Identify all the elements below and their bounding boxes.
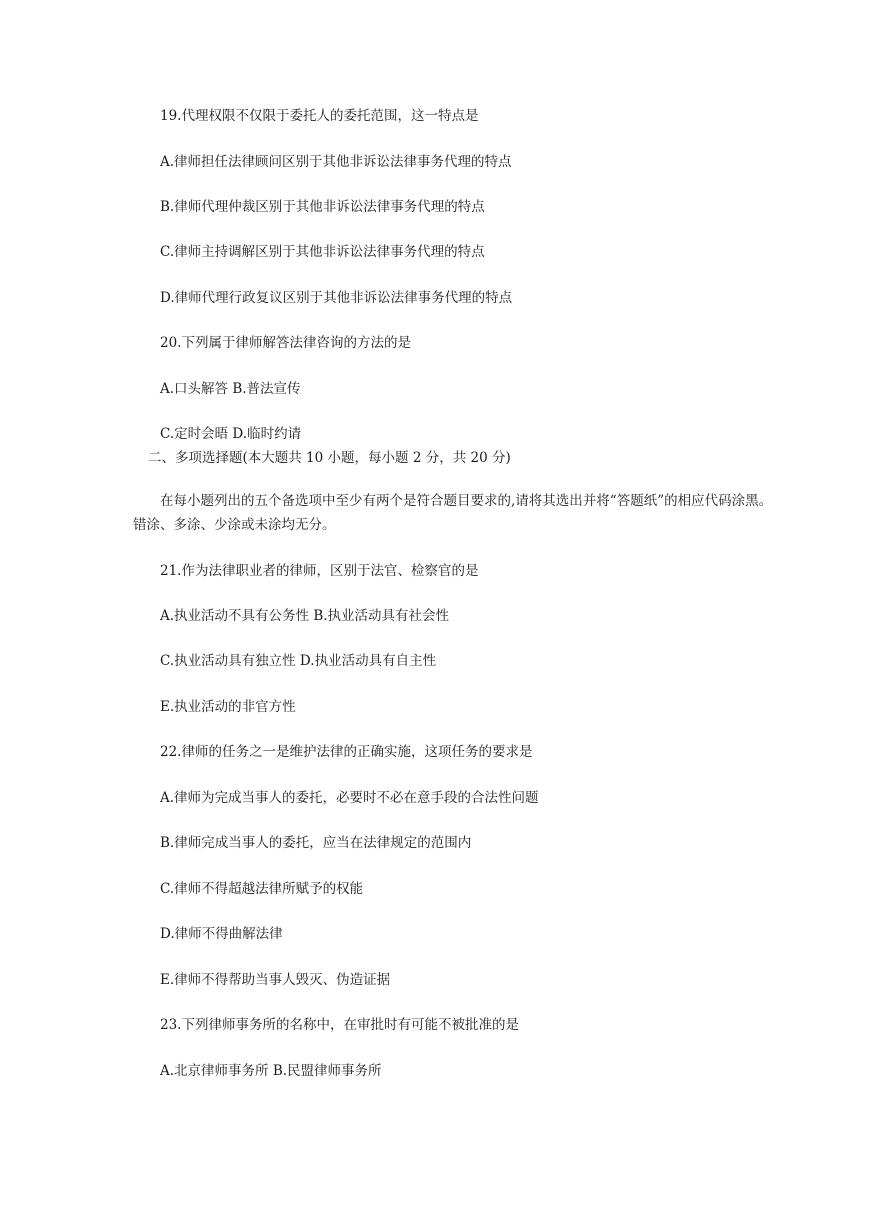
question-20: 20.下列属于律师解答法律咨询的方法的是 bbox=[160, 335, 411, 351]
question-21-options-ab: A.执业活动不具有公务性 B.执业活动具有社会性 bbox=[160, 608, 450, 624]
section-instructions: 在每小题列出的五个备选项中至少有两个是符合题目要求的,请将其选出并将“答题纸”的相应代码涂黑。错涂、多涂、少涂或未涂均无分。 bbox=[133, 493, 773, 533]
question-20-options-ab: A.口头解答 B.普法宣传 bbox=[160, 381, 301, 397]
question-19-option-d: D.律师代理行政复议区别于其他非诉讼法律事务代理的特点 bbox=[160, 290, 513, 306]
question-19: 19.代理权限不仅限于委托人的委托范围，这一特点是 bbox=[160, 108, 479, 124]
question-21-options-cd: C.执业活动具有独立性 D.执业活动具有自主性 bbox=[160, 653, 437, 669]
question-23: 23.下列律师事务所的名称中，在审批时有可能不被批准的是 bbox=[160, 1017, 519, 1033]
question-19-option-a: A.律师担任法律顾问区别于其他非诉讼法律事务代理的特点 bbox=[160, 154, 512, 170]
section-heading: 二、多项选择题(本大题共 10 小题，每小题 2 分，共 20 分) bbox=[148, 450, 511, 466]
question-19-option-b: B.律师代理仲裁区别于其他非诉讼法律事务代理的特点 bbox=[160, 199, 485, 215]
question-22-option-d: D.律师不得曲解法律 bbox=[160, 926, 283, 942]
question-22-option-a: A.律师为完成当事人的委托，必要时不必在意手段的合法性问题 bbox=[160, 790, 539, 806]
question-19-option-c: C.律师主持调解区别于其他非诉讼法律事务代理的特点 bbox=[160, 244, 485, 260]
question-21: 21.作为法律职业者的律师，区别于法官、检察官的是 bbox=[160, 563, 479, 579]
question-21-option-e: E.执业活动的非官方性 bbox=[160, 699, 296, 715]
question-22: 22.律师的任务之一是维护法律的正确实施，这项任务的要求是 bbox=[160, 744, 533, 760]
question-22-option-e: E.律师不得帮助当事人毁灭、伪造证据 bbox=[160, 972, 391, 988]
question-20-options-cd: C.定时会晤 D.临时约请 bbox=[160, 426, 302, 442]
question-22-option-b: B.律师完成当事人的委托，应当在法律规定的范围内 bbox=[160, 835, 472, 851]
question-22-option-c: C.律师不得超越法律所赋予的权能 bbox=[160, 881, 364, 897]
question-23-options-ab: A.北京律师事务所 B.民盟律师事务所 bbox=[160, 1063, 382, 1079]
